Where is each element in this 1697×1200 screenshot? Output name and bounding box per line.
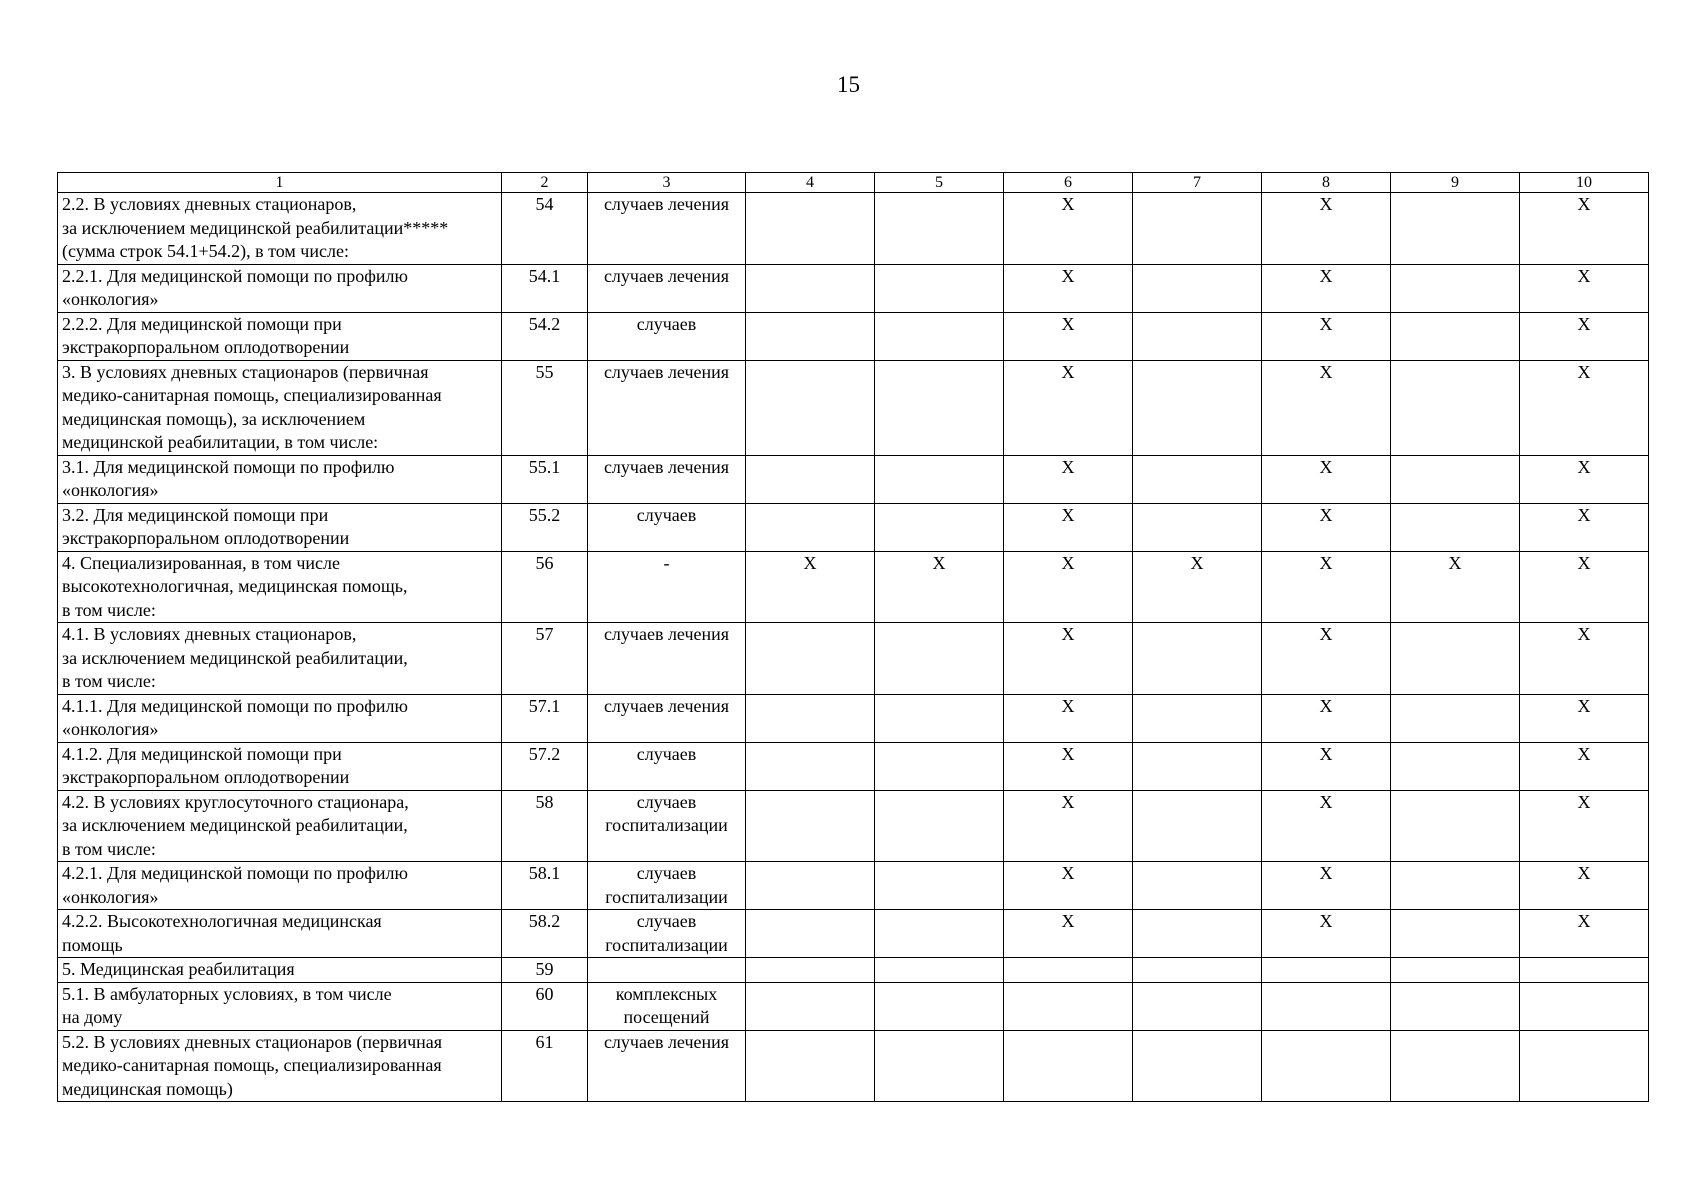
value-cell: X: [1004, 503, 1133, 551]
row-description: 5. Медицинская реабилитация: [58, 958, 502, 983]
row-unit: случаев лечения: [588, 1030, 746, 1102]
table-row: [58, 193, 1649, 265]
value-cell: [1133, 264, 1262, 312]
value-cell: [1133, 1030, 1262, 1102]
row-code: 57.1: [502, 694, 588, 742]
value-cell: X: [1262, 455, 1391, 503]
table-row: [58, 623, 1649, 695]
value-cell: [875, 694, 1004, 742]
row-unit: случаев лечения: [588, 623, 746, 695]
table-row: [58, 982, 1649, 1030]
row-description: 5.1. В амбулаторных условиях, в том числе на дому: [58, 982, 502, 1030]
value-cell: X: [1520, 193, 1649, 265]
value-cell: X: [746, 551, 875, 623]
value-cell: [1262, 982, 1391, 1030]
value-cell: [746, 193, 875, 265]
value-cell: X: [1520, 623, 1649, 695]
value-cell: [1391, 312, 1520, 360]
table-row: [58, 264, 1649, 312]
value-cell: [746, 982, 875, 1030]
value-cell: [1133, 360, 1262, 455]
value-cell: X: [1520, 312, 1649, 360]
row-code: 61: [502, 1030, 588, 1102]
row-code: 55.2: [502, 503, 588, 551]
value-cell: [1133, 790, 1262, 862]
row-description: 4.2. В условиях круглосуточного стационара, за исключением медицинской реабилитации, в том числе:: [58, 790, 502, 862]
value-cell: X: [1391, 551, 1520, 623]
value-cell: X: [1004, 694, 1133, 742]
row-code: 58.2: [502, 910, 588, 958]
row-unit: случаев госпитализации: [588, 910, 746, 958]
value-cell: X: [1004, 551, 1133, 623]
value-cell: X: [1004, 455, 1133, 503]
row-description: 3.2. Для медицинской помощи при экстракорпоральном оплодотворении: [58, 503, 502, 551]
value-cell: [1391, 694, 1520, 742]
row-code: 54.1: [502, 264, 588, 312]
value-cell: [1262, 1030, 1391, 1102]
value-cell: X: [1004, 312, 1133, 360]
value-cell: [746, 958, 875, 983]
row-description: 4. Специализированная, в том числе высокотехнологичная, медицинская помощь, в том числе:: [58, 551, 502, 623]
value-cell: [746, 312, 875, 360]
value-cell: [1391, 193, 1520, 265]
value-cell: [875, 910, 1004, 958]
value-cell: [1391, 982, 1520, 1030]
value-cell: X: [1262, 694, 1391, 742]
value-cell: [1520, 982, 1649, 1030]
value-cell: X: [1520, 742, 1649, 790]
table-row: [58, 910, 1649, 958]
value-cell: X: [1004, 360, 1133, 455]
value-cell: [1391, 910, 1520, 958]
row-unit: случаев: [588, 742, 746, 790]
row-description: 4.1.2. Для медицинской помощи при экстракорпоральном оплодотворении: [58, 742, 502, 790]
value-cell: [746, 455, 875, 503]
value-cell: [1391, 264, 1520, 312]
row-description: 2.2. В условиях дневных стационаров, за исключением медицинской реабилитации***** (сумма строк 54.1+54.2), в том числе:: [58, 193, 502, 265]
value-cell: [875, 264, 1004, 312]
row-description: 3. В условиях дневных стационаров (первичная медико-санитарная помощь, специализированная медицинская помощь), за исключением медицинской реабилитации, в том числе:: [58, 360, 502, 455]
value-cell: X: [1004, 742, 1133, 790]
table-row: [58, 742, 1649, 790]
value-cell: X: [1262, 503, 1391, 551]
page-number: 15: [837, 72, 860, 97]
value-cell: X: [1004, 790, 1133, 862]
value-cell: [1391, 360, 1520, 455]
value-cell: [875, 360, 1004, 455]
value-cell: X: [1004, 193, 1133, 265]
value-cell: [1391, 742, 1520, 790]
value-cell: [746, 360, 875, 455]
value-cell: X: [1262, 360, 1391, 455]
value-cell: [875, 862, 1004, 910]
row-unit: случаев: [588, 503, 746, 551]
value-cell: [875, 1030, 1004, 1102]
value-cell: [746, 264, 875, 312]
value-cell: [1133, 503, 1262, 551]
value-cell: X: [1262, 312, 1391, 360]
value-cell: [875, 982, 1004, 1030]
value-cell: [1262, 958, 1391, 983]
value-cell: [875, 455, 1004, 503]
row-unit: случаев: [588, 312, 746, 360]
row-unit: случаев лечения: [588, 360, 746, 455]
row-unit: случаев лечения: [588, 455, 746, 503]
row-code: 54.2: [502, 312, 588, 360]
value-cell: X: [1262, 742, 1391, 790]
value-cell: [1133, 193, 1262, 265]
value-cell: [746, 694, 875, 742]
row-code: 54: [502, 193, 588, 265]
row-unit: [588, 958, 746, 983]
value-cell: [1133, 312, 1262, 360]
value-cell: [1391, 623, 1520, 695]
value-cell: [875, 623, 1004, 695]
value-cell: [746, 910, 875, 958]
row-description: 2.2.2. Для медицинской помощи при экстракорпоральном оплодотворении: [58, 312, 502, 360]
value-cell: [1133, 982, 1262, 1030]
value-cell: [746, 503, 875, 551]
table-row: [58, 694, 1649, 742]
value-cell: X: [1520, 694, 1649, 742]
column-number: 1: [58, 173, 502, 193]
value-cell: [1391, 503, 1520, 551]
value-cell: X: [1262, 910, 1391, 958]
value-cell: X: [1520, 503, 1649, 551]
value-cell: [1391, 862, 1520, 910]
value-cell: [746, 1030, 875, 1102]
table-row: [58, 790, 1649, 862]
value-cell: [1520, 958, 1649, 983]
value-cell: [746, 623, 875, 695]
row-code: 60: [502, 982, 588, 1030]
row-unit: случаев госпитализации: [588, 790, 746, 862]
value-cell: [1391, 1030, 1520, 1102]
value-cell: X: [1520, 360, 1649, 455]
row-unit: случаев лечения: [588, 193, 746, 265]
value-cell: X: [1262, 862, 1391, 910]
column-number: 6: [1004, 173, 1133, 193]
row-unit: случаев лечения: [588, 694, 746, 742]
value-cell: [1133, 958, 1262, 983]
value-cell: [1004, 958, 1133, 983]
value-cell: [875, 193, 1004, 265]
value-cell: X: [1262, 264, 1391, 312]
row-description: 4.1.1. Для медицинской помощи по профилю «онкология»: [58, 694, 502, 742]
value-cell: [1520, 1030, 1649, 1102]
value-cell: [746, 742, 875, 790]
row-code: 58: [502, 790, 588, 862]
value-cell: [875, 958, 1004, 983]
column-number: 5: [875, 173, 1004, 193]
value-cell: X: [1520, 910, 1649, 958]
table-row: [58, 360, 1649, 455]
row-code: 57: [502, 623, 588, 695]
value-cell: [1133, 455, 1262, 503]
value-cell: X: [1520, 551, 1649, 623]
value-cell: [1133, 862, 1262, 910]
row-unit: случаев госпитализации: [588, 862, 746, 910]
table-row: [58, 503, 1649, 551]
column-number: 9: [1391, 173, 1520, 193]
row-description: 3.1. Для медицинской помощи по профилю «онкология»: [58, 455, 502, 503]
value-cell: [1133, 623, 1262, 695]
value-cell: X: [1004, 264, 1133, 312]
value-cell: [1004, 982, 1133, 1030]
row-code: 57.2: [502, 742, 588, 790]
row-description: 4.1. В условиях дневных стационаров, за исключением медицинской реабилитации, в том числе:: [58, 623, 502, 695]
row-unit: -: [588, 551, 746, 623]
table-row: [58, 455, 1649, 503]
column-number: 7: [1133, 173, 1262, 193]
row-description: 4.2.2. Высокотехнологичная медицинская помощь: [58, 910, 502, 958]
value-cell: X: [1520, 455, 1649, 503]
table-row: [58, 551, 1649, 623]
value-cell: [1004, 1030, 1133, 1102]
column-number: 4: [746, 173, 875, 193]
row-code: 55.1: [502, 455, 588, 503]
value-cell: X: [1262, 623, 1391, 695]
value-cell: [875, 742, 1004, 790]
row-unit: случаев лечения: [588, 264, 746, 312]
value-cell: [1391, 455, 1520, 503]
table-row: [58, 312, 1649, 360]
value-cell: X: [1004, 623, 1133, 695]
column-number-row: [58, 173, 1649, 193]
value-cell: [875, 790, 1004, 862]
table-row: [58, 1030, 1649, 1102]
value-cell: X: [1520, 862, 1649, 910]
value-cell: X: [1004, 862, 1133, 910]
value-cell: X: [1133, 551, 1262, 623]
value-cell: X: [1520, 790, 1649, 862]
value-cell: [1133, 910, 1262, 958]
column-number: 10: [1520, 173, 1649, 193]
value-cell: [1133, 742, 1262, 790]
value-cell: X: [1262, 193, 1391, 265]
value-cell: [746, 862, 875, 910]
value-cell: [1391, 958, 1520, 983]
row-code: 55: [502, 360, 588, 455]
row-unit: комплексных посещений: [588, 982, 746, 1030]
row-code: 56: [502, 551, 588, 623]
row-description: 2.2.1. Для медицинской помощи по профилю «онкология»: [58, 264, 502, 312]
row-code: 58.1: [502, 862, 588, 910]
column-number: 2: [502, 173, 588, 193]
value-cell: [1133, 694, 1262, 742]
row-description: 4.2.1. Для медицинской помощи по профилю «онкология»: [58, 862, 502, 910]
value-cell: X: [1262, 790, 1391, 862]
value-cell: [1391, 790, 1520, 862]
report-table: [57, 172, 1649, 1102]
row-description: 5.2. В условиях дневных стационаров (первичная медико-санитарная помощь, специализированная медицинская помощь): [58, 1030, 502, 1102]
value-cell: X: [1520, 264, 1649, 312]
row-code: 59: [502, 958, 588, 983]
value-cell: X: [1004, 910, 1133, 958]
value-cell: [875, 312, 1004, 360]
column-number: 8: [1262, 173, 1391, 193]
value-cell: X: [875, 551, 1004, 623]
table-row: [58, 862, 1649, 910]
value-cell: [746, 790, 875, 862]
column-number: 3: [588, 173, 746, 193]
value-cell: X: [1262, 551, 1391, 623]
value-cell: [875, 503, 1004, 551]
table-row: [58, 958, 1649, 983]
